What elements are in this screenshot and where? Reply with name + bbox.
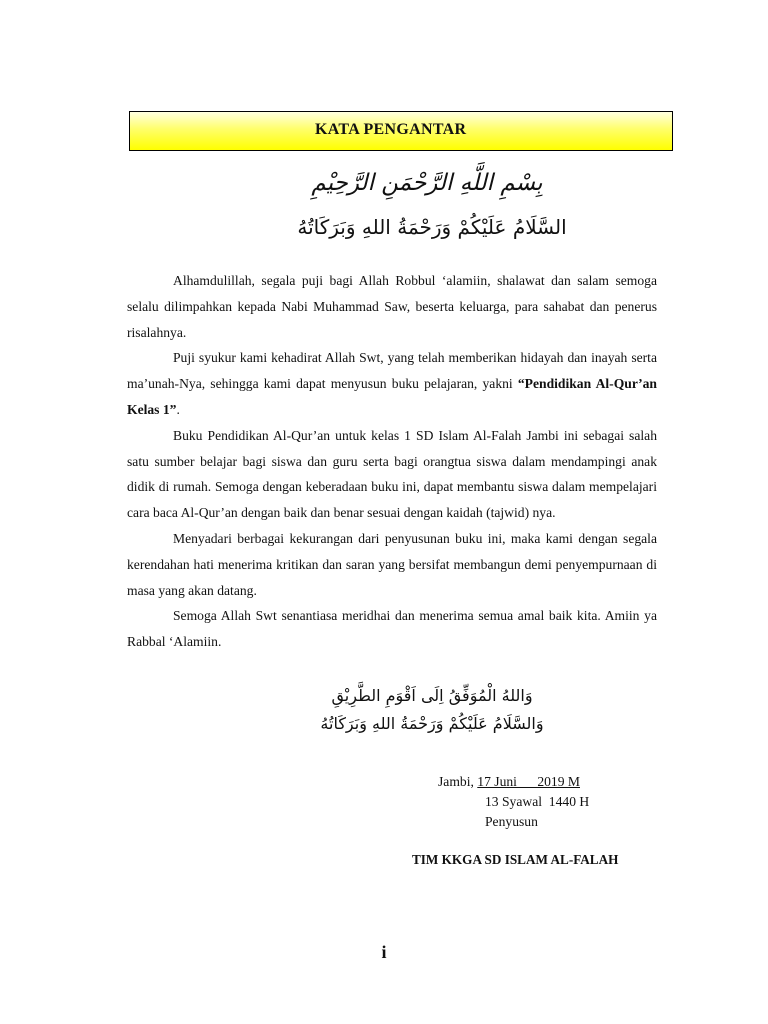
foreword-body — [127, 268, 657, 655]
signature-date — [438, 772, 580, 792]
paragraph-2-end: . — [176, 401, 180, 417]
paragraph-4: Menyadari berbagai kekurangan dari penyusunan buku ini, maka kami dengan segala kerendahan hati menerima kritikan dan saran yang bersifat membangun demi penyempurnaan di masa yang akan datang. — [127, 530, 657, 598]
paragraph-5: Semoga Allah Swt senantiasa meridhai dan menerima semua amal baik kita. Amiin ya Rabbal ‘Alamiin. — [127, 608, 657, 650]
paragraph-2-text: Puji syukur kami kehadirat Allah Swt, yang telah memberikan hidayah dan inayah serta ma’unah-Nya, sehingga kami dapat menyusun buku pelajaran, yakni — [127, 350, 657, 392]
bismillah-calligraphy: بِسْمِ اللَّهِ الرَّحْمَنِ الرَّحِيْمِ — [311, 170, 543, 196]
signature-team: TIM KKGA SD ISLAM AL-FALAH — [412, 852, 619, 867]
salam-closing: وَالسَّلَامُ عَلَيْكُمْ وَرَحْمَةُ اللهِ وَبَرَكَاتُهُ — [320, 714, 544, 733]
page-title: KATA PENGANTAR — [315, 121, 467, 138]
closing-prayer: وَاللهُ الْمُوَفِّقُ اِلَى اَقْوَمِ الطَّرِيْقِ — [331, 686, 533, 705]
signature-place: Jambi, — [438, 774, 478, 789]
signature-role: Penyusun — [485, 814, 538, 829]
signature-hijri-date: 13 Syawal 1440 H — [485, 794, 590, 809]
book-title-bold: “Pendidikan Al-Qur’an Kelas 1” — [127, 376, 657, 417]
paragraph-1: Alhamdulillah, segala puji bagi Allah Robbul ‘alamiin, shalawat dan salam semoga selalu dilimpahkan kepada Nabi Muhammad Saw, beserta keluarga, para sahabat dan penerus risalahnya. — [127, 273, 657, 340]
title-box — [129, 111, 673, 151]
page-number: i — [381, 942, 387, 962]
paragraph-2 — [127, 345, 657, 422]
salam-opening: السَّلَامُ عَلَيْكُمْ وَرَحْمَةُ اللهِ وَبَرَكَاتُهُ — [297, 215, 567, 239]
signature-gregorian-date: 17 Juni 2019 M — [477, 774, 580, 789]
paragraph-3: Buku Pendidikan Al-Qur’an untuk kelas 1 SD Islam Al-Falah Jambi ini sebagai salah satu sumber belajar bagi siswa dan guru serta bagi orangtua siswa dalam mendampingi anak didik di rumah. Semoga dengan keberadaan buku ini, dapat membantu siswa dalam mempelajari cara baca Al-Qur’an dengan baik dan benar sesuai dengan kaidah (tajwid) nya. — [127, 427, 657, 521]
